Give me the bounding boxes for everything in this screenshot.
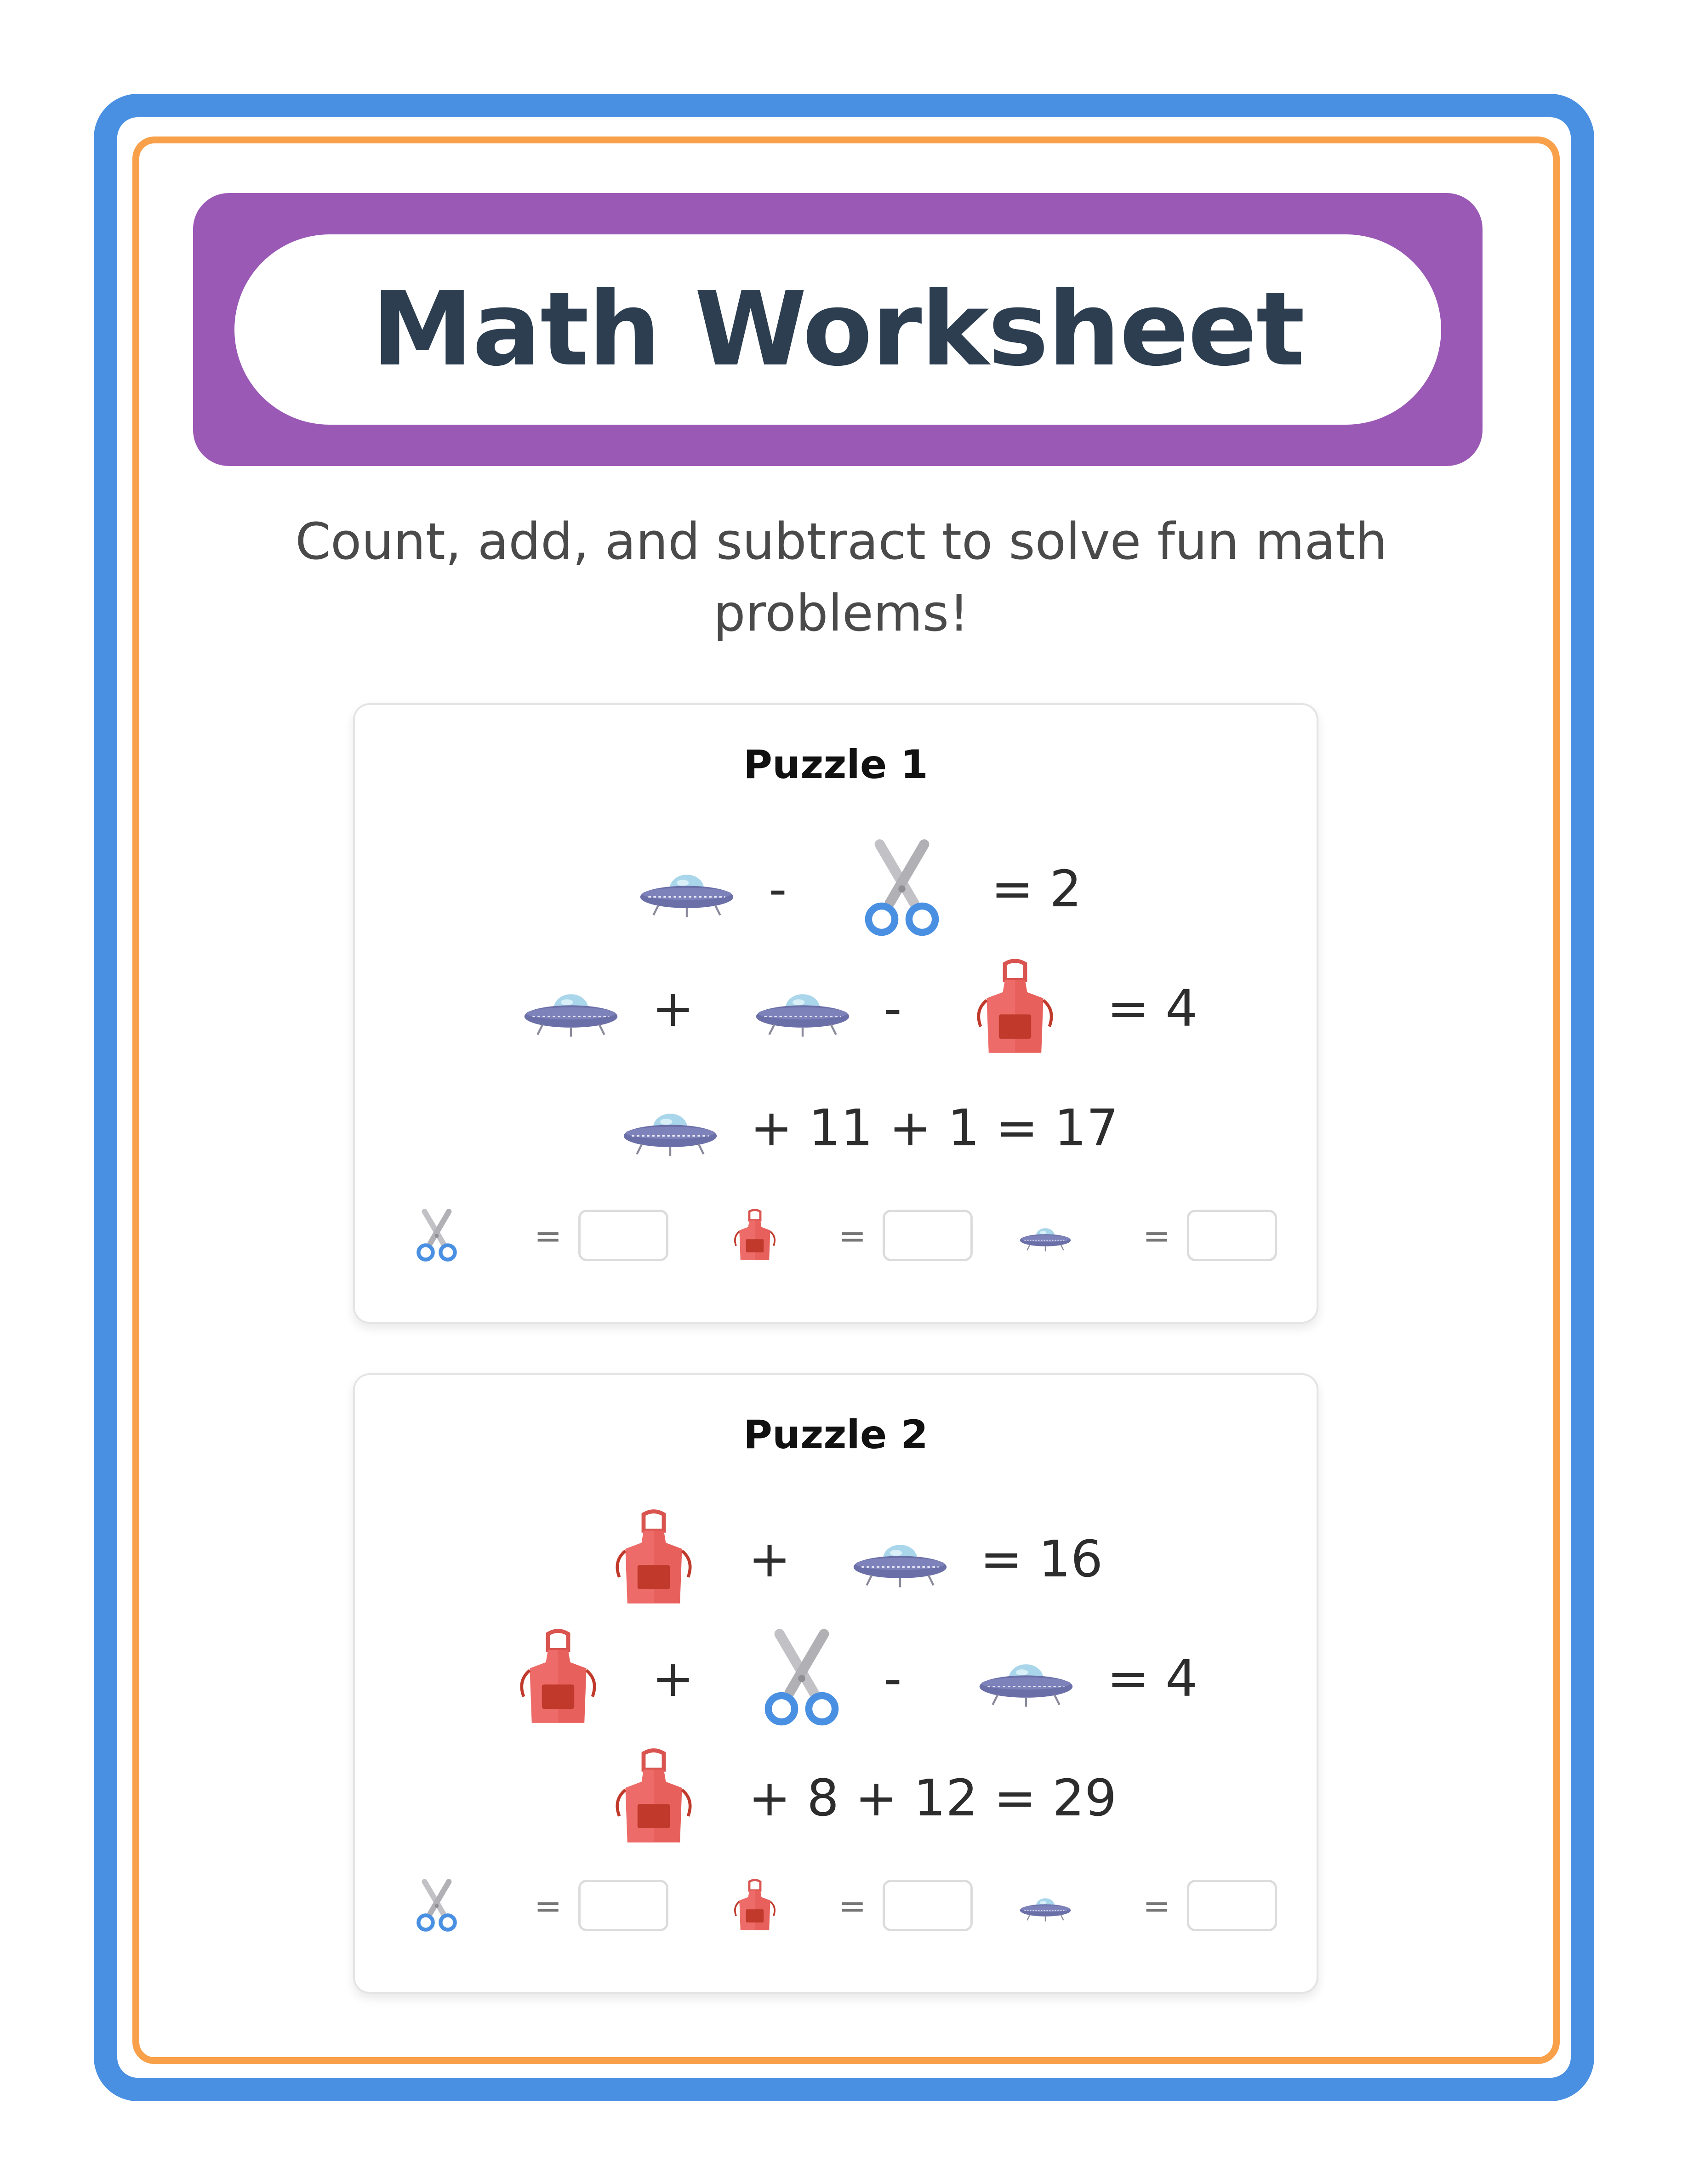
answer-equals: =	[534, 1217, 562, 1255]
ufo-icon	[975, 1628, 1077, 1729]
apron-icon	[727, 1208, 782, 1263]
ufo-icon	[520, 958, 622, 1059]
puzzle-title: Puzzle 2	[743, 1412, 928, 1458]
operator: -	[769, 859, 787, 918]
ufo-icon	[1018, 1208, 1073, 1263]
scissors-icon	[409, 1208, 464, 1263]
title-pill	[234, 234, 1441, 425]
equation-result: = 2	[991, 859, 1082, 918]
ufo-icon	[850, 1508, 951, 1610]
apron-icon	[508, 1628, 609, 1729]
worksheet-instructions: Count, add, and subtract to solve fun math problems!	[295, 512, 1387, 643]
apron-icon	[727, 1878, 782, 1934]
equation-result: = 4	[1107, 979, 1198, 1038]
answer-input-scissors[interactable]	[578, 1880, 668, 1931]
answer-equals: =	[1143, 1217, 1171, 1255]
title-banner	[193, 193, 1483, 466]
equation-result: + 8 + 12 = 29	[748, 1769, 1117, 1827]
operator: -	[884, 979, 902, 1038]
apron-icon	[964, 958, 1066, 1059]
scissors-icon	[851, 838, 952, 939]
equation-row	[355, 838, 1317, 939]
ufo-icon	[752, 958, 853, 1059]
operator: +	[748, 1530, 791, 1588]
answer-row	[355, 1871, 1317, 1940]
answer-input-ufo[interactable]	[1187, 1210, 1277, 1261]
equation-result: + 11 + 1 = 17	[750, 1098, 1119, 1157]
operator: +	[652, 1649, 695, 1708]
apron-icon	[603, 1508, 704, 1610]
answer-equals: =	[534, 1887, 562, 1925]
puzzle-card-2	[353, 1373, 1318, 1994]
answer-equals: =	[838, 1887, 867, 1925]
answer-input-scissors[interactable]	[578, 1210, 668, 1261]
answer-row	[355, 1201, 1317, 1270]
puzzle-title: Puzzle 1	[743, 742, 928, 788]
ufo-icon	[620, 1077, 721, 1178]
equation-row	[355, 1747, 1317, 1848]
scissors-icon	[751, 1628, 852, 1729]
equation-row	[355, 958, 1317, 1059]
scissors-icon	[409, 1878, 464, 1934]
equation-row	[355, 1628, 1317, 1729]
answer-equals: =	[838, 1217, 867, 1255]
answer-input-apron[interactable]	[883, 1210, 973, 1261]
equation-result: = 4	[1107, 1649, 1198, 1708]
answer-equals: =	[1143, 1887, 1171, 1925]
equation-row	[355, 1508, 1317, 1610]
equation-row	[355, 1077, 1317, 1178]
answer-input-ufo[interactable]	[1187, 1880, 1277, 1931]
operator: +	[652, 979, 695, 1038]
ufo-icon	[1018, 1878, 1073, 1934]
apron-icon	[603, 1747, 704, 1848]
page-title: Math Worksheet	[371, 270, 1304, 389]
equation-result: = 16	[980, 1530, 1103, 1588]
answer-input-apron[interactable]	[883, 1880, 973, 1931]
ufo-icon	[636, 838, 737, 939]
puzzle-card-1	[353, 703, 1318, 1324]
operator: -	[884, 1649, 902, 1708]
